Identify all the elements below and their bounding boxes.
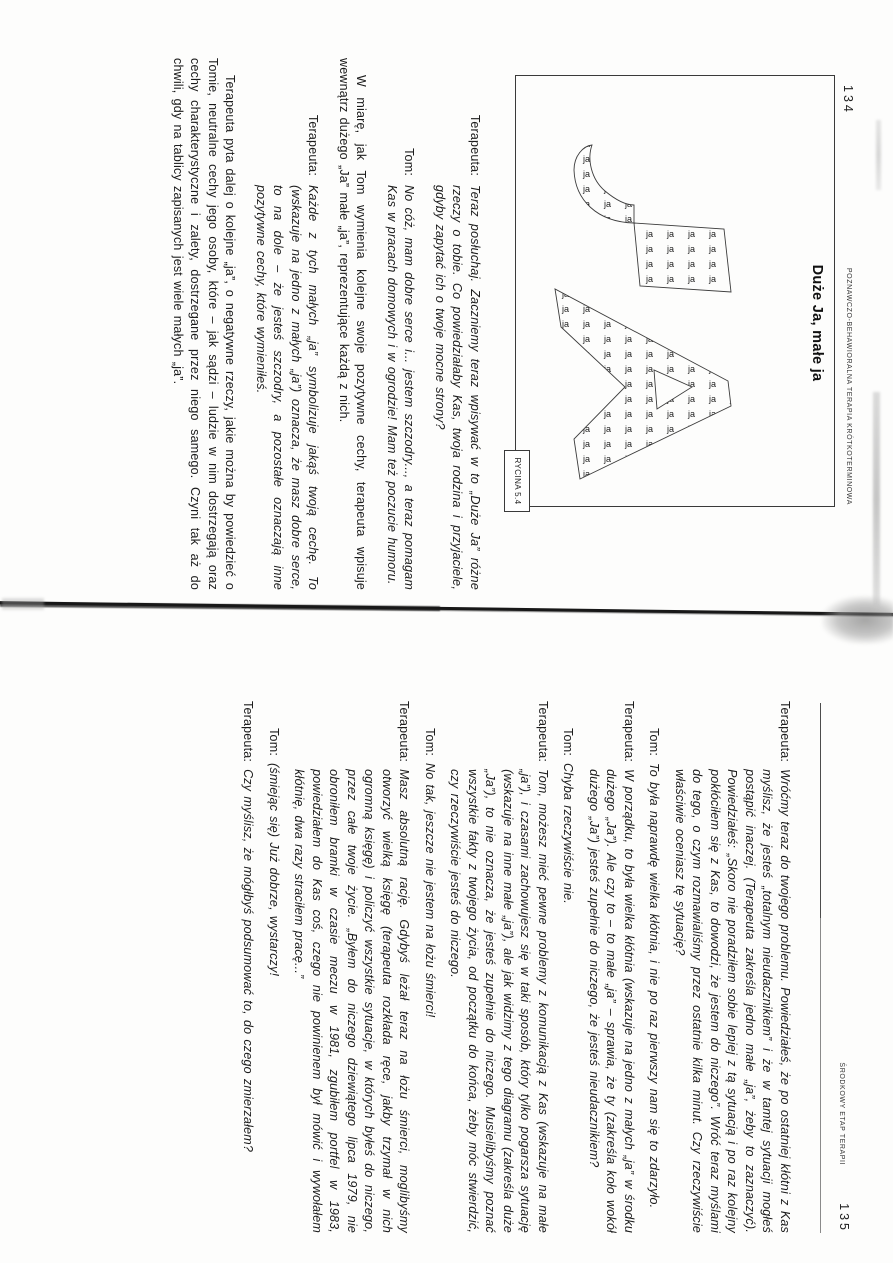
dialogue-text: To była naprawdę wielka kłótnia, i nie po raz pierwszy nam się to zdarzyło. bbox=[647, 763, 662, 1209]
running-title-134: POZNAWCZO-BEHAWIORALNA TERAPIA KRÓTKOTERMINOWA bbox=[845, 267, 852, 505]
narration-paragraph: Terapeuta pyta dalej o kolejne „ja”, o negatywne rzeczy, jakie można by powiedzieć o Tomie, neutralne cechy jego osoby, które – jak sądzi – ludzie w nim dostrzegają oraz cechy charakterystyczne i zalety, dostrzegane przez niego samego. Czyni tak aż do chwili, gdy na tablicy zapisanych jest wiele małych „ja”. bbox=[171, 58, 238, 590]
dialogue-text: Czy myślisz, że mógłbyś podsumować to, do czego zmierzałem? bbox=[241, 769, 256, 1153]
page-135-text bbox=[231, 701, 793, 1233]
header-rule-dark bbox=[820, 703, 821, 918]
speaker-label: Tom: bbox=[423, 728, 437, 756]
figure-caption: RYCINA 5.4 bbox=[504, 450, 530, 512]
page-134 bbox=[0, 0, 893, 600]
speaker-label: Terapeuta: bbox=[241, 701, 256, 763]
figure-rycina-5-4 bbox=[515, 75, 835, 507]
dialogue-row bbox=[585, 701, 638, 1233]
dialogue-text: Masz absolutną rację. Gdybyś leżał teraz na łożu śmierci, moglibyśmy otworzyć wielką księgę (terapeuta rozkłada ręce, jakby trzymał w nich ogromną księgę) i policzyć wszystkie sytuacje, w których byłeś do niczego, przez całe twoje życie. „Byłem do niczego dziewiątego lipca 1979, nie obroniłem bramki w czasie meczu w 1981, zgubiłem portfel w 1983, powiedziałem do Kas coś, czego nie powinienem był mówić i wywołałem kłótnię, dwa razy straciłem pracę...” bbox=[292, 769, 412, 1233]
dialogue-text: Każde z tych małych „ja” symbolizuje jakąś twoją cechę. To (wskazuje na jedno z małych „ja”) oznacza, że masz dobre serce, to na dole – że jesteś szczodry, a pozostałe oznaczają inne pozytywne cechy, które wymieniłeś. bbox=[254, 185, 321, 590]
dialogue-text: No tak, jeszcze nie jestem na łożu śmierci! bbox=[423, 763, 437, 1018]
dialogue-row bbox=[383, 58, 418, 590]
page-number-134: 134 bbox=[841, 85, 855, 115]
big-ja-letters-illustration bbox=[516, 76, 834, 506]
speaker-label: Terapeuta: bbox=[622, 701, 636, 763]
dialogue-row bbox=[431, 58, 484, 590]
header-rule-light bbox=[820, 918, 821, 1233]
speaker-label: Terapeuta: bbox=[778, 701, 792, 763]
dialogue-row bbox=[446, 701, 551, 1233]
figure-title: Duże Ja, małe ja bbox=[809, 264, 825, 382]
scan-edge-artifact bbox=[876, 120, 881, 190]
page-134-text bbox=[156, 58, 484, 590]
speaker-label: Terapeuta: bbox=[536, 701, 550, 763]
dialogue-row bbox=[421, 701, 439, 1233]
speaker-label: Terapeuta: bbox=[306, 114, 321, 176]
speaker-label: Terapeuta: bbox=[397, 701, 412, 763]
speaker-label: Terapeuta: bbox=[468, 114, 482, 176]
speaker-label: Tom: bbox=[561, 728, 576, 756]
speaker-label: Tom: bbox=[647, 728, 662, 756]
dialogue-row bbox=[645, 701, 663, 1233]
scan-edge-artifact bbox=[873, 392, 880, 607]
dialogue-row bbox=[559, 701, 577, 1233]
dialogue-row bbox=[671, 701, 794, 1233]
speaker-label: Tom: bbox=[267, 728, 281, 756]
dialogue-text: No cóż, mam dobre serce i... jestem szczodry..., a teraz pomagam Kas w pracach domowych i w ogrodzie! Mam też poczucie humoru. bbox=[385, 185, 417, 590]
scan-edge-artifact bbox=[2, 598, 44, 610]
dialogue-row bbox=[265, 701, 283, 1233]
dialogue-row bbox=[239, 701, 257, 1233]
running-header-134 bbox=[841, 0, 855, 600]
dialogue-row bbox=[252, 58, 322, 590]
dialogue-text: Teraz posłuchaj. Zaczniemy teraz wpisywać w to „Duże Ja” różne rzeczy o tobie. Co powiedziałaby Kas, twoja rodzina i przyjaciele, gdyby zapytać ich o twoje mocne strony? bbox=[433, 185, 482, 590]
dialogue-text: (śmiejąc się) Już dobrze, wystarczy! bbox=[267, 763, 281, 977]
gutter-shadow-blob bbox=[822, 596, 893, 644]
dialogue-text: Tom, możesz mieć pewne problemy z komunikacją z Kas (wskazuje na małe „ja”), i czasami zachowujesz się w taki sposób, który tylko pogarsza sytuację (wskazuje na inne małe „ja”), ale jak widzimy z tego diagramu (zakreśla duże „Ja”), to nie oznacza, że jesteś zupełnie do niczego. Musielibyśmy poznać wszystkie fakty z twojego życia, od początku do końca, żeby móc stwierdzić, czy rzeczywiście jesteś do niczego. bbox=[448, 769, 550, 1233]
page-135 bbox=[0, 618, 893, 1263]
dialogue-text: Chyba rzeczywiście nie. bbox=[561, 763, 576, 904]
narration-paragraph: W miarę, jak Tom wymienia kolejne swoje pozytywne cechy, terapeuta wpisuje wewnątrz dużego „Ja” małe „ja”, reprezentujące każdą z nich. bbox=[337, 58, 369, 590]
page-number-135: 135 bbox=[837, 1203, 851, 1233]
gutter-shadow-line bbox=[0, 601, 893, 616]
dialogue-text: W porządku, to była wielka kłótnia (wskazuje na jedno z małych „ja” w środku dużego „Ja”). Ale czy to – to małe „ja” – sprawia, że ty (zakreśla koło wokół dużego „Ja”) jesteś zupełnie do niczego, że jesteś nieudacznikiem? bbox=[587, 769, 636, 1233]
letter-j-hook bbox=[574, 145, 634, 223]
letter-j-stem bbox=[634, 223, 731, 292]
dialogue-row bbox=[290, 701, 413, 1233]
letter-a-shape bbox=[555, 289, 731, 479]
running-header-135 bbox=[835, 701, 853, 1233]
running-title-135: ŚRODKOWY ETAP TERAPII bbox=[838, 1062, 845, 1166]
speaker-label: Tom: bbox=[402, 148, 417, 176]
dialogue-text: Wróćmy teraz do twojego problemu. Powiedziałeś, że po ostatniej kłótni z Kas myślisz, że jesteś „totalnym nieudacznikiem” i że w tamtej sytuacji mogłeś postąpić inaczej. (Terapeuta zakreśla jedno małe „ja”, żeby to zaznaczyć). Powiedziałeś: „Skoro nie poradziłem sobie lepiej z tą sytuacją i po raz kolejny pokłóciłem się z Kas, to dowodzi, że jestem do niczego”. Wróć teraz myślami do tego, o czym rozmawialiśmy przez ostatnie kilka minut. Czy rzeczywiście właściwie oceniasz tę sytuację? bbox=[673, 769, 792, 1233]
